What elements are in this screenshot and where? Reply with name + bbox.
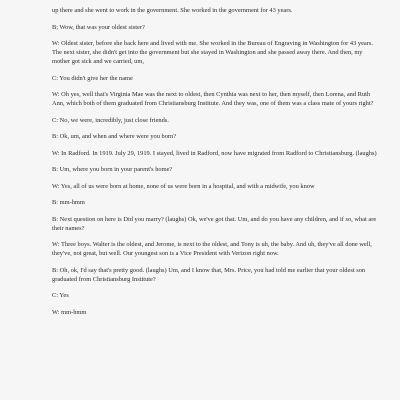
paragraph-b-parents-home: B: Um, where you born in your parent's home? xyxy=(52,166,173,173)
paragraph-c-friends: C: No, we were, incredibly, just close friends. xyxy=(52,116,169,124)
paragraph-b-oldest-son: B: Oh, ok, I'd say that's pretty good. (laughs) Um, and I know that, Mrs. Price, you had told me earlier that your oldest son graduated from Christiansburg Institute? xyxy=(52,266,366,283)
paragraph-w-siblings: W: Oh yes, well that's Virginia Mae was the next to oldest, then Cynthia was next to her, then myself, then Lorena, and Ruth Ann, which both of them graduated from Christiansburg Institute. And they was, one of them was a class mate of yours right? xyxy=(52,91,374,107)
transcript-text xyxy=(52,6,382,324)
paragraph-b-children-question: B: Next question on here is Did you marry? (laughs) Ok, we've got that. Um, and do you have any children, and if so, what are their names? xyxy=(52,215,377,232)
paragraph-w-born-at-home: W: Yes, all of us were born at home, none of us were born in a hospital, and with a midwife, you know xyxy=(52,182,315,190)
paragraph-b-mm-hmm: B: mm-hmm xyxy=(52,199,85,206)
paragraph-w-mm-hmm: W: mm-hmm xyxy=(52,308,87,316)
paragraph-w-three-boys: W: Three boys. Walter is the oldest, and Jerome, is next to the oldest, and Tony is uh, the baby. And uh, they've all done well, they've, not great, but well. Our youngest son is a Vice President with Verizon right now. xyxy=(52,241,372,257)
paragraph-w-radford: W: In Radford. In 1919. July 29, 1919. I stayed, lived in Radford, now have migrated from Radford to Christiansburg. (laughs) xyxy=(52,149,377,157)
paragraph-b-question-sister: B; Wow, that was your oldest sister? xyxy=(52,23,145,31)
paragraph-b-born-question: B: Ok, um, and when and where were you born? xyxy=(52,133,177,140)
paragraph-w-oldest-sister: W: Oldest sister, before she back here and lived with me. She worked in the Bureau of Engraving in Washington for 43 years. The next sister, she didn't get into the government but she stayed in Washington and she passed away there. And then, my mother got sick and we carried, um, xyxy=(52,40,373,65)
paragraph-c-name: C: You didn't give her the name xyxy=(52,74,133,82)
paragraph-continuation: up there and she went to work in the government. She worked in the government for 43 years. xyxy=(52,7,293,14)
paragraph-c-yes: C: Yes xyxy=(52,292,69,299)
